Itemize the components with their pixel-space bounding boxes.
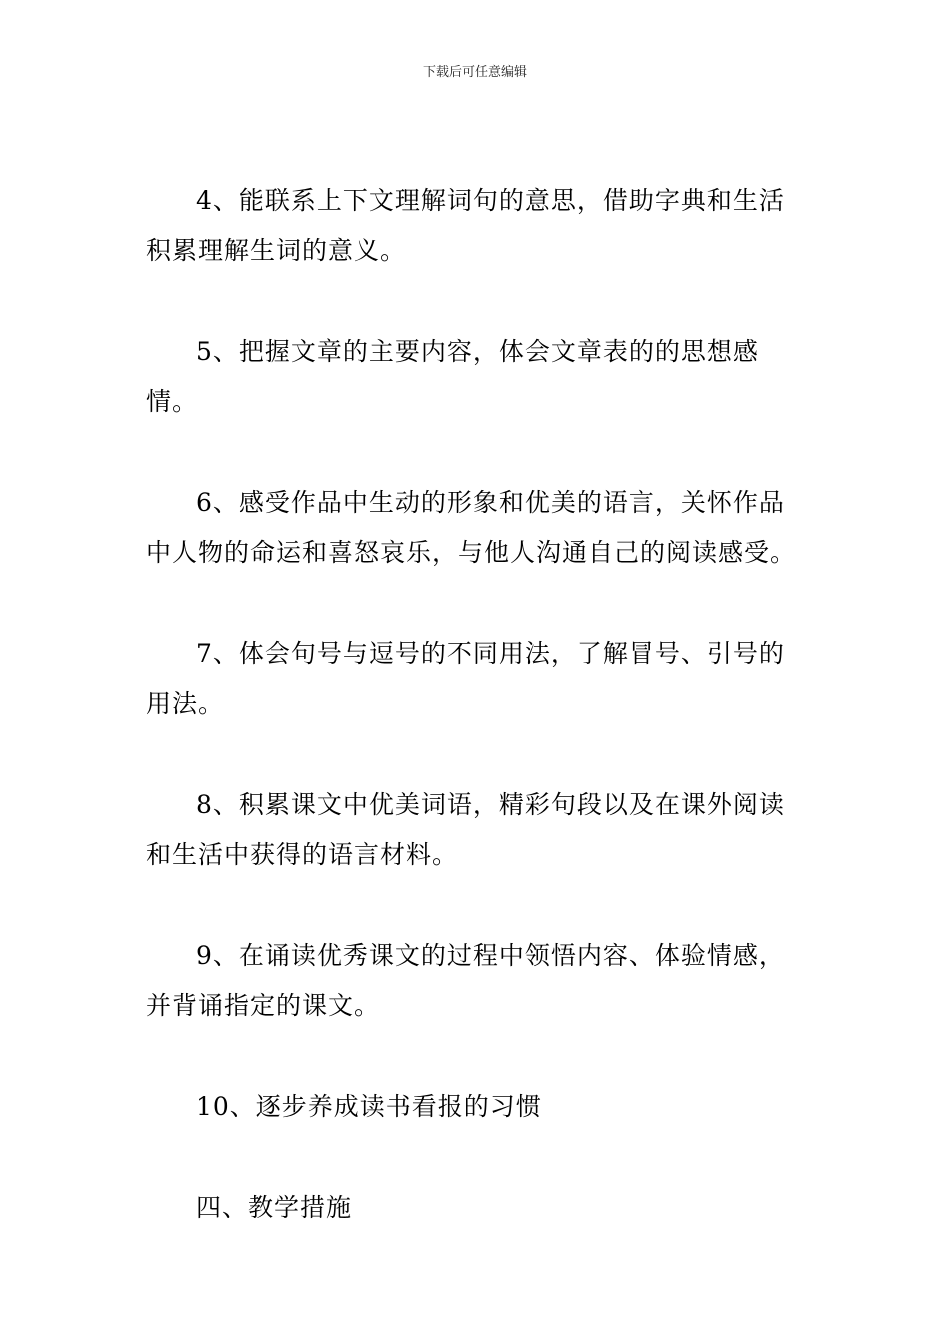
paragraph-item-4: 4、能联系上下文理解词句的意思，借助字典和生活积累理解生词的意义。 xyxy=(146,186,785,265)
paragraph-item-8: 8、积累课文中优美词语，精彩句段以及在课外阅读和生活中获得的语言材料。 xyxy=(146,790,785,869)
paragraph-item-9: 9、在诵读优秀课文的过程中领悟内容、体验情感，并背诵指定的课文。 xyxy=(146,941,785,1020)
page-header: 下载后可任意编辑 xyxy=(422,65,527,80)
section-heading: 四、教学措施 xyxy=(196,1193,353,1222)
paragraph-item-10: 10、逐步养成读书看报的习惯 xyxy=(196,1092,542,1121)
paragraph-item-7: 7、体会句号与逗号的不同用法，了解冒号、引号的用法。 xyxy=(146,639,785,718)
paragraph-item-5: 5、把握文章的主要内容，体会文章表的的思想感情。 xyxy=(146,337,759,416)
document-body xyxy=(146,176,806,1284)
paragraph-item-6: 6、感受作品中生动的形象和优美的语言，关怀作品中人物的命运和喜怒哀乐，与他人沟通自己的阅读感受。 xyxy=(146,488,797,567)
